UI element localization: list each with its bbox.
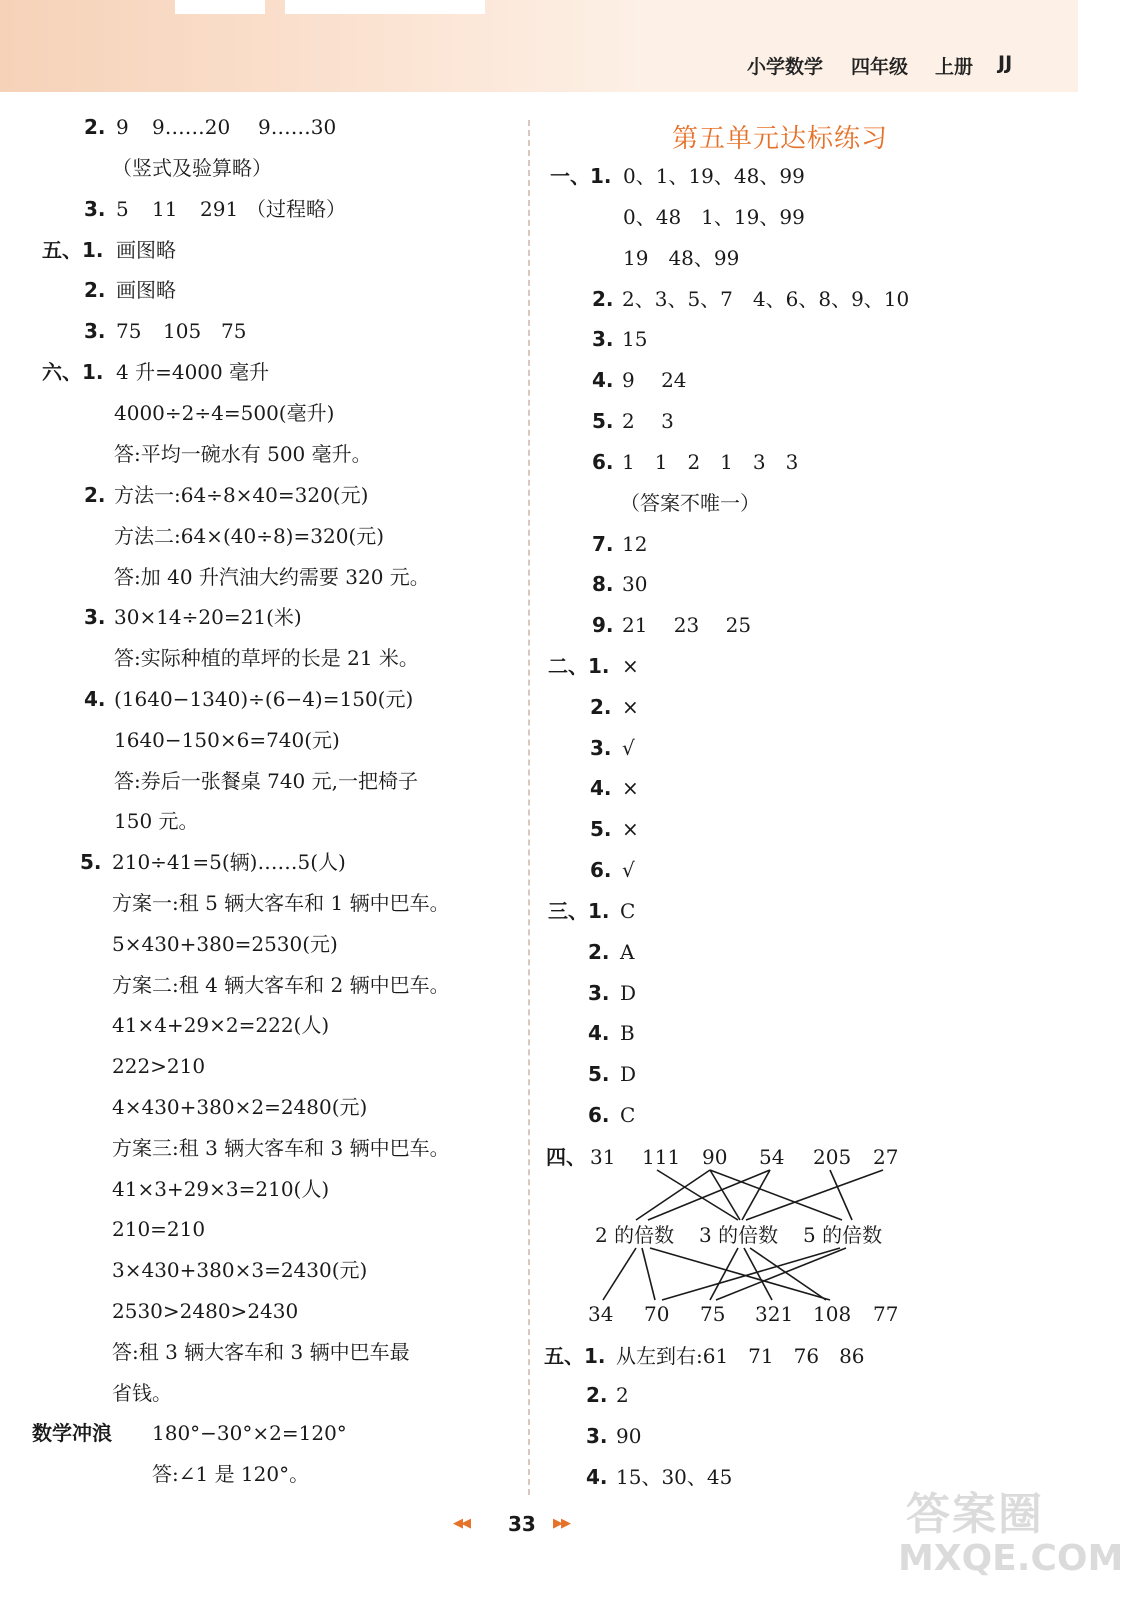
answer-text: 答:租 3 辆大客车和 3 辆中巴车最 xyxy=(112,1340,410,1364)
answer-text: 4 升=4000 毫升 xyxy=(116,360,270,384)
answer-text: 答:实际种植的草坪的长是 21 米。 xyxy=(114,646,419,670)
answer-text: (1640−1340)÷(6−4)=150(元) xyxy=(114,687,414,711)
number-node: 54 xyxy=(759,1145,785,1169)
match-line xyxy=(648,1170,770,1220)
item-number: 2. xyxy=(590,695,612,719)
match-line xyxy=(830,1170,852,1220)
section-heading: 三、1. xyxy=(548,899,610,923)
answer-text: 答:加 40 升汽油大约需要 320 元。 xyxy=(114,565,430,589)
answer-text: 9……20 xyxy=(152,115,231,139)
item-number: 3. xyxy=(84,605,106,629)
item-number: 8. xyxy=(592,572,614,596)
judgement-mark: × xyxy=(622,776,639,800)
answer-text: 画图略 xyxy=(116,278,176,302)
answer-text: 2、3、5、7 4、6、8、9、10 xyxy=(622,287,910,311)
answer-text: 75 xyxy=(116,319,142,343)
item-number: 5. xyxy=(588,1062,610,1086)
number-node: 77 xyxy=(873,1302,899,1326)
answer-text: 0、48 1、19、99 xyxy=(623,205,805,229)
answer-text: 答:券后一张餐桌 740 元,一把椅子 xyxy=(114,769,418,793)
number-node: 205 xyxy=(813,1145,852,1169)
choice-answer: B xyxy=(620,1021,635,1045)
match-line xyxy=(642,1248,655,1300)
answer-text: 41×4+29×2=222(人) xyxy=(112,1013,330,1037)
match-line xyxy=(716,1248,846,1300)
answer-text: 11 xyxy=(152,197,178,221)
item-number: 3. xyxy=(84,197,106,221)
number-node: 31 xyxy=(590,1145,616,1169)
answer-text: 方案三:租 3 辆大客车和 3 辆中巴车。 xyxy=(112,1136,450,1160)
answer-text: 90 xyxy=(616,1424,642,1448)
match-line xyxy=(603,1248,636,1300)
choice-answer: C xyxy=(620,1103,636,1127)
answer-text: 2530>2480>2430 xyxy=(112,1299,299,1323)
answer-text: 15 xyxy=(622,327,648,351)
item-number: 9. xyxy=(592,613,614,637)
answer-text: （竖式及验算略） xyxy=(112,156,272,180)
item-number: 3. xyxy=(590,736,612,760)
choice-answer: D xyxy=(620,1062,637,1086)
judgement-mark: × xyxy=(622,654,639,678)
section-heading: 四、 xyxy=(546,1145,586,1169)
answer-text: 15、30、45 xyxy=(616,1465,733,1489)
judgement-mark: √ xyxy=(622,736,635,760)
answer-note: （答案不唯一） xyxy=(620,491,760,515)
section-heading: 六、1. xyxy=(42,360,104,384)
section-heading: 二、1. xyxy=(548,654,610,678)
item-number: 4. xyxy=(590,776,612,800)
number-node: 321 xyxy=(755,1302,794,1326)
match-line xyxy=(650,1248,830,1300)
answer-text: 180°−30°×2=120° xyxy=(152,1421,347,1445)
item-number: 4. xyxy=(84,687,106,711)
item-number: 5. xyxy=(592,409,614,433)
answer-text: 方案二:租 4 辆大客车和 2 辆中巴车。 xyxy=(112,973,450,997)
answer-text: 75 xyxy=(221,319,247,343)
answer-text: 方法二:64×(40÷8)=320(元) xyxy=(114,524,385,548)
number-node: 34 xyxy=(588,1302,614,1326)
item-number: 5. xyxy=(590,817,612,841)
answer-text: 3×430+380×3=2430(元) xyxy=(112,1258,368,1282)
judgement-mark: × xyxy=(622,817,639,841)
answer-text: 省钱。 xyxy=(112,1381,172,1405)
item-number: 4. xyxy=(588,1021,610,1045)
answer-text: 291 xyxy=(200,197,239,221)
judgement-mark: × xyxy=(622,695,639,719)
answer-text: 12 xyxy=(622,532,648,556)
section-heading: 五、1. xyxy=(544,1344,606,1368)
item-number: 3. xyxy=(592,327,614,351)
item-number: 4. xyxy=(592,368,614,392)
item-number: 6. xyxy=(592,450,614,474)
item-number: 5. xyxy=(80,850,102,874)
item-number: 3. xyxy=(588,981,610,1005)
prev-page-arrows-icon: ◀◀ xyxy=(453,1516,469,1531)
header-volume: 上册 xyxy=(935,56,974,78)
answer-text: 1640−150×6=740(元) xyxy=(114,728,340,752)
answer-text: 0、1、19、48、99 xyxy=(623,164,805,188)
next-page-arrows-icon: ▶▶ xyxy=(553,1516,569,1531)
answer-text: 5 xyxy=(116,197,129,221)
number-node: 27 xyxy=(873,1145,899,1169)
item-number: 6. xyxy=(590,858,612,882)
answer-text: 9 xyxy=(116,115,129,139)
number-node: 108 xyxy=(813,1302,852,1326)
category-node: 2 的倍数 xyxy=(595,1223,675,1247)
watermark-logo-text: 答案圈 xyxy=(906,1489,1044,1540)
watermark-url: MXQE.COM xyxy=(898,1538,1123,1579)
choice-answer: D xyxy=(620,981,637,1005)
answer-text: 21 23 25 xyxy=(622,613,752,637)
answer-text: 150 元。 xyxy=(114,809,199,833)
item-number: 2. xyxy=(84,483,106,507)
item-number: 2. xyxy=(592,287,614,311)
item-number: 3. xyxy=(586,1424,608,1448)
answer-text: 2 xyxy=(616,1383,629,1407)
item-number: 6. xyxy=(588,1103,610,1127)
header-edition: JJ xyxy=(998,52,1013,74)
answer-text: 222>210 xyxy=(112,1054,206,1078)
answer-text: 41×3+29×3=210(人) xyxy=(112,1177,330,1201)
number-node: 70 xyxy=(644,1302,670,1326)
category-node: 3 的倍数 xyxy=(699,1223,779,1247)
answer-text: 方法一:64÷8×40=320(元) xyxy=(114,483,369,507)
header-grade: 四年级 xyxy=(851,56,909,78)
item-number: 7. xyxy=(592,532,614,556)
match-line xyxy=(710,1170,842,1220)
watermark xyxy=(898,1470,1123,1590)
math-wave-label: 数学冲浪 xyxy=(32,1421,112,1445)
item-number: 4. xyxy=(586,1465,608,1489)
answer-text: 1 1 2 1 3 3 xyxy=(622,450,799,474)
item-number: 2. xyxy=(586,1383,608,1407)
answer-text: 方案一:租 5 辆大客车和 1 辆中巴车。 xyxy=(112,891,450,915)
answer-text: 2 3 xyxy=(622,409,674,433)
answer-text: 4×430+380×2=2480(元) xyxy=(112,1095,368,1119)
header-subject: 小学数学 xyxy=(747,56,824,78)
item-number: 2. xyxy=(84,278,106,302)
answer-text: （过程略） xyxy=(246,197,346,221)
answer-text: 答:平均一碗水有 500 毫升。 xyxy=(114,442,372,466)
item-number: 2. xyxy=(84,115,106,139)
answer-text: 19 48、99 xyxy=(623,246,740,270)
unit-title: 第五单元达标练习 xyxy=(672,124,889,154)
answer-text: 30 xyxy=(622,572,648,596)
answer-text: 5×430+380=2530(元) xyxy=(112,932,338,956)
answer-text: 210÷41=5(辆)……5(人) xyxy=(112,850,346,874)
answer-text: 从左到右:61 71 76 86 xyxy=(616,1344,865,1368)
category-node: 5 的倍数 xyxy=(803,1223,883,1247)
answer-text: 105 xyxy=(163,319,202,343)
item-number: 2. xyxy=(588,940,610,964)
section-heading: 一、1. xyxy=(550,164,612,188)
number-node: 75 xyxy=(700,1302,726,1326)
answer-text: 9 24 xyxy=(622,368,687,392)
answer-text: 4000÷2÷4=500(毫升) xyxy=(114,401,335,425)
answer-text: 30×14÷20=21(米) xyxy=(114,605,302,629)
item-number: 3. xyxy=(84,319,106,343)
choice-answer: C xyxy=(620,899,636,923)
judgement-mark: √ xyxy=(622,858,635,882)
answer-text: 画图略 xyxy=(116,238,176,262)
choice-answer: A xyxy=(620,940,635,964)
number-node: 111 xyxy=(642,1145,681,1169)
answer-text: 9……30 xyxy=(258,115,337,139)
answer-text: 210=210 xyxy=(112,1217,206,1241)
page-number: 33 xyxy=(508,1512,536,1536)
answer-text: 答:∠1 是 120°。 xyxy=(152,1462,310,1486)
section-heading: 五、1. xyxy=(42,238,104,262)
number-node: 90 xyxy=(702,1145,728,1169)
